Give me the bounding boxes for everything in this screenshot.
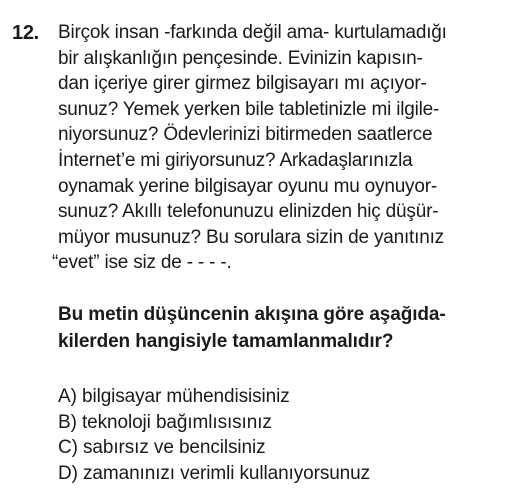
question-number: 12. [12,22,39,44]
passage-line: Birçok insan -farkında değil ama- kurtulamadığı [58,22,447,43]
passage-line: oynamak yerine bilgisayar oyunu mu oynuyor- [58,175,437,197]
prompt-line: kilerden hangisiyle tamamlanmalıdır? [58,331,394,352]
passage-line: İnternet’e mi giriyorsunuz? Arkadaşlarınızla [58,149,413,171]
passage-line: bir alışkanlığın pençesinde. Evinizin kapısın- [58,47,423,69]
option-b[interactable]: B) teknoloji bağımlısısınız [58,411,272,433]
passage-line: dan içeriye girer girmez bilgisayarı mı açıyor- [58,73,427,95]
passage-line: sunuz? Yemek yerken bile tabletinizle mi ilgile- [58,98,440,120]
passage-line: “evet” ise siz de - - - -. [52,252,232,274]
passage-line: müyor musunuz? Bu sorulara sizin de yanıtınız [58,226,444,248]
passage [52,20,500,276]
option-a[interactable]: A) bilgisayar mühendisisiniz [58,386,290,407]
passage-line: sunuz? Akıllı telefonunuzu elinizden hiç düşür- [58,201,439,223]
option-d[interactable]: D) zamanınızı verimli kullanıyorsunuz [58,462,371,484]
answer-options [58,384,498,486]
prompt-line: Bu metin düşüncenin akışına göre aşağıda- [58,304,446,325]
passage-line: niyorsunuz? Ödevlerinizi bitirmeden saatlerce [58,124,433,146]
question-prompt [58,301,498,355]
option-c[interactable]: C) sabırsız ve bencilsiniz [58,437,266,459]
